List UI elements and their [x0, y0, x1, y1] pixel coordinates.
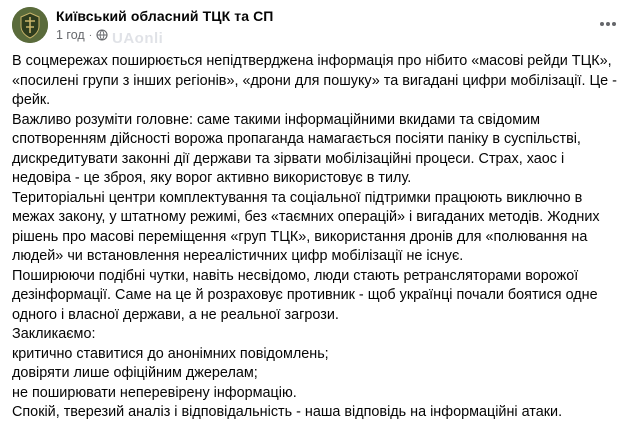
post-time[interactable]: 1 год — [56, 28, 85, 42]
page-name[interactable]: Київський обласний ТЦК та СП — [56, 8, 274, 24]
list-item: критично ставитися до анонімних повідомлень; — [12, 345, 329, 362]
more-options-button[interactable] — [596, 14, 620, 34]
emblem-icon — [12, 7, 48, 43]
globe-icon — [96, 29, 108, 41]
paragraph: Територіальні центри комплектування та соціальної підтримки працюють виключно в межах закону, у штатному режимі, без «таємних операцій» і вигаданих методів. Жодних рішень про масові переміщення «груп ТЦК», використання дронів для «полювання на людей» чи встановлення нереалістичних цифр мобілізації не існує. — [12, 189, 600, 264]
more-horizontal-icon — [599, 21, 617, 27]
paragraph: В соцмережах поширюється непідтверджена інформація про нібито «масові рейди ТЦК», «посилені групи з інших регіонів», «дрони для пошуку» та вигадані цифри мобілізації. Це - фейк. — [12, 53, 617, 108]
meta-separator: · — [88, 29, 93, 41]
paragraph: Закликаємо: — [12, 326, 96, 342]
watermark: UAonli — [112, 30, 164, 47]
paragraph: Спокій, тверезий аналіз і відповідальність - наша відповідь на інформаційні атаки. — [12, 404, 563, 420]
paragraph: Важливо розуміти головне: саме такими інформаційними вкидами та свідомим спотворенням дійсності ворожа пропаганда намагається посіяти паніку в суспільстві, дискредитувати законні дії держави та зірвати мобілізаційні процеси. Страх, хаос і недовіра - це зброя, яку ворог активно використовує в тилу. — [12, 111, 581, 186]
page-avatar[interactable] — [12, 7, 48, 43]
post-meta — [56, 28, 108, 42]
list-item: не поширювати неперевірену інформацію. — [12, 384, 297, 401]
post-header — [12, 6, 622, 46]
post-text — [12, 52, 624, 423]
list-item: довіряти лише офіційним джерелам; — [12, 365, 258, 381]
paragraph: Поширюючи подібні чутки, навіть несвідомо, люди стають ретрансляторами ворожої дезінформації. Саме на це й розраховує противник - щоб українці почали боятися одне одного і власної держави, а не реальної загрози. — [12, 267, 598, 323]
